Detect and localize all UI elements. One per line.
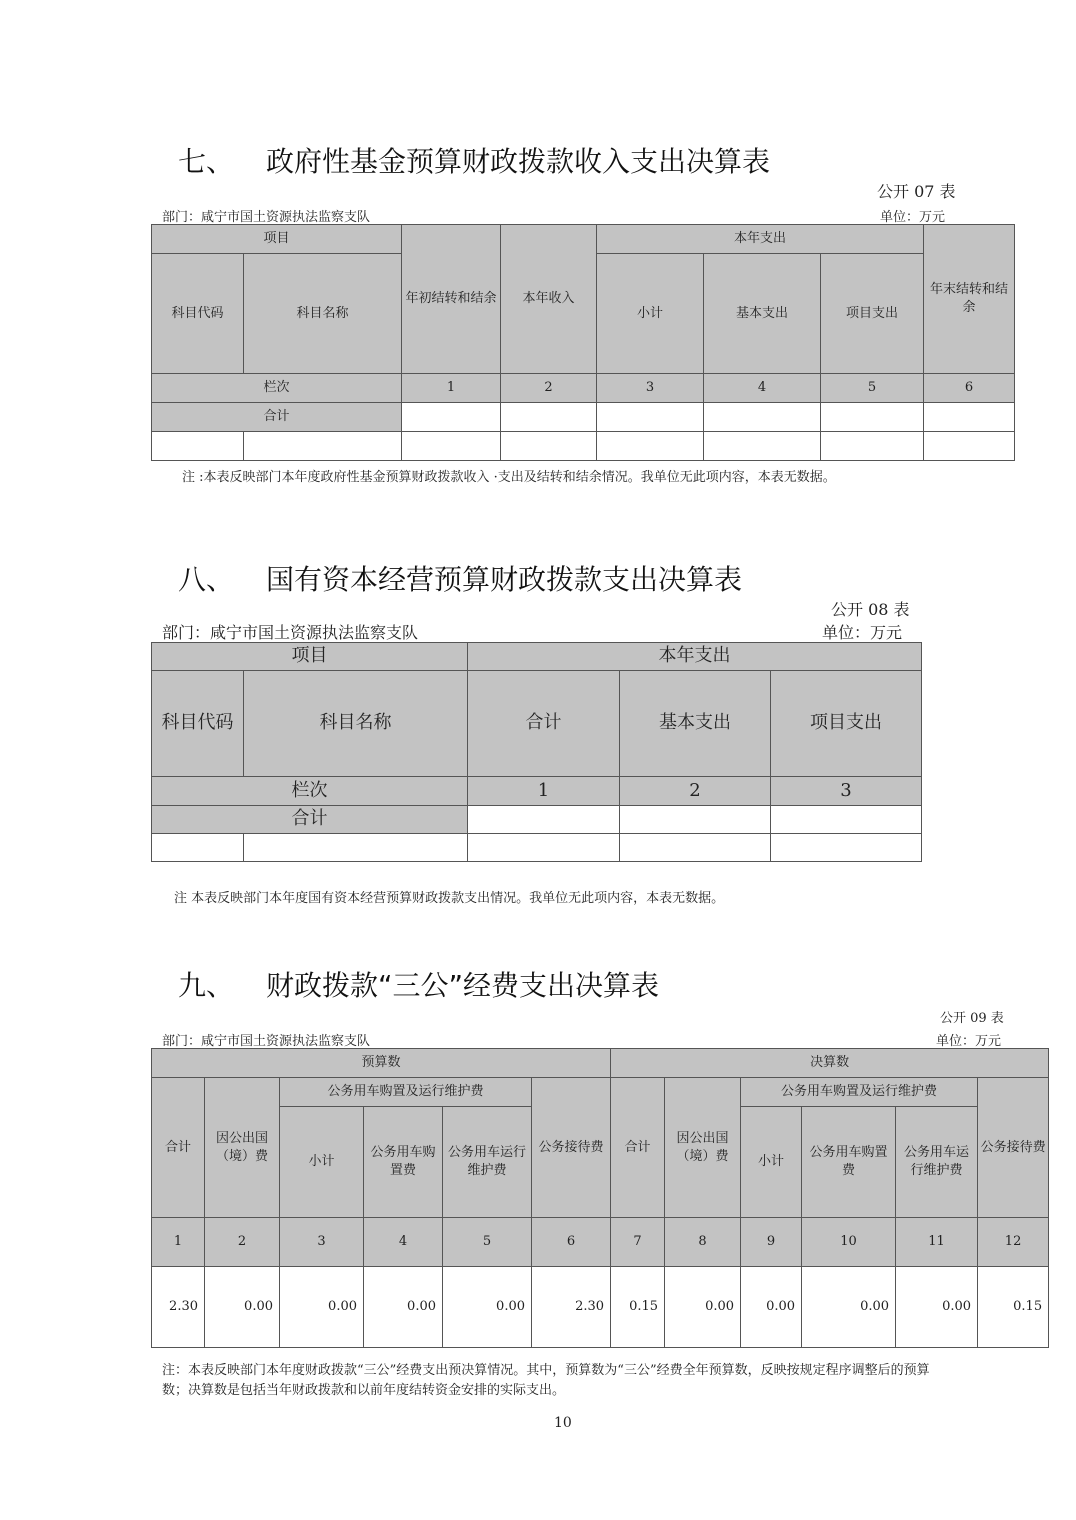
s7-col-label: 栏次 xyxy=(152,374,402,403)
s9-header-vehicle-purchase: 公务用车购置费 xyxy=(364,1107,443,1218)
s7-empty-cell xyxy=(821,432,924,461)
s7-total-cell xyxy=(402,403,501,432)
s8-empty-cell xyxy=(771,834,922,862)
s7-header-item: 项目 xyxy=(152,225,402,254)
s8-header-item: 项目 xyxy=(152,643,468,671)
s9-header-abroad-b: 因公出国（境）费 xyxy=(665,1078,741,1218)
s9-header-vehicle-operation-b: 公务用车运行维护费 xyxy=(896,1107,978,1218)
s9-header-reception-b: 公务接待费 xyxy=(978,1078,1049,1218)
s7-header-end-balance: 年末结转和结余 xyxy=(924,225,1015,374)
s9-col-num: 4 xyxy=(364,1218,443,1267)
s8-empty-cell xyxy=(468,834,620,862)
section9-heading xyxy=(178,964,659,1004)
s9-header-vehicle-operation: 公务用车运行维护费 xyxy=(443,1107,532,1218)
s9-value-cell: 0.00 xyxy=(741,1267,802,1348)
s8-col-num: 3 xyxy=(771,777,922,806)
s9-value-cell: 0.00 xyxy=(280,1267,364,1348)
s7-col-num: 5 xyxy=(821,374,924,403)
s9-col-num: 2 xyxy=(205,1218,280,1267)
s7-col-num: 1 xyxy=(402,374,501,403)
s9-col-num: 6 xyxy=(532,1218,611,1267)
s9-value-cell: 0.15 xyxy=(611,1267,665,1348)
s8-header-project: 项目支出 xyxy=(771,671,922,777)
section8-table xyxy=(151,642,922,862)
s8-total-cell xyxy=(468,806,620,834)
s7-col-num: 2 xyxy=(501,374,597,403)
s9-value-cell: 0.00 xyxy=(802,1267,896,1348)
section8-title: 国有资本经营预算财政拨款支出决算表 xyxy=(266,563,743,596)
section7-unit: 单位：万元 xyxy=(880,210,946,225)
s7-header-expense: 本年支出 xyxy=(597,225,924,254)
s9-col-num: 1 xyxy=(152,1218,205,1267)
section7-dept: 部门：咸宁市国土资源执法监察支队 xyxy=(162,210,371,225)
s9-header-budget: 预算数 xyxy=(152,1049,611,1078)
s9-header-total: 合计 xyxy=(152,1078,205,1218)
section7-title: 政府性基金预算财政拨款收入支出决算表 xyxy=(266,145,771,178)
section7-heading xyxy=(178,140,770,180)
s9-value-cell: 0.15 xyxy=(978,1267,1049,1348)
s9-col-num: 3 xyxy=(280,1218,364,1267)
s7-header-begin-balance: 年初结转和结余 xyxy=(402,225,501,374)
s9-header-subtotal: 小计 xyxy=(280,1107,364,1218)
s7-empty-cell xyxy=(244,432,402,461)
section9-dept: 部门：咸宁市国土资源执法监察支队 xyxy=(162,1034,371,1049)
s9-header-vehicle-purchase-b: 公务用车购置费 xyxy=(802,1107,896,1218)
s7-empty-cell xyxy=(152,432,244,461)
s9-value-cell: 2.30 xyxy=(152,1267,205,1348)
s8-col-label: 栏次 xyxy=(152,777,468,806)
s9-value-cell: 0.00 xyxy=(443,1267,532,1348)
s8-total-cell xyxy=(771,806,922,834)
s7-empty-cell xyxy=(501,432,597,461)
s9-col-num: 9 xyxy=(741,1218,802,1267)
s9-header-total-b: 合计 xyxy=(611,1078,665,1218)
s7-col-num: 6 xyxy=(924,374,1015,403)
s8-header-expense: 本年支出 xyxy=(468,643,922,671)
section9-note-line2: 数；决算数是包括当年财政拨款和以前年度结转资金安排的实际支出。 xyxy=(162,1383,566,1398)
section8-number: 八、 xyxy=(178,563,235,596)
s8-header-total: 合计 xyxy=(468,671,620,777)
s8-header-code: 科目代码 xyxy=(152,671,244,777)
s7-col-num: 3 xyxy=(597,374,704,403)
s7-empty-cell xyxy=(924,432,1015,461)
s9-col-num: 10 xyxy=(802,1218,896,1267)
section9-title: 财政拨款“三公”经费支出决算表 xyxy=(266,969,660,1002)
s7-total-cell xyxy=(924,403,1015,432)
s8-empty-cell xyxy=(244,834,468,862)
s9-value-cell: 0.00 xyxy=(896,1267,978,1348)
section8-unit: 单位：万元 xyxy=(822,623,903,642)
s7-total-cell xyxy=(821,403,924,432)
s8-header-basic: 基本支出 xyxy=(620,671,771,777)
s7-header-income: 本年收入 xyxy=(501,225,597,374)
section7-number: 七、 xyxy=(178,145,235,178)
s8-empty-cell xyxy=(620,834,771,862)
section8-table-no: 公开 08 表 xyxy=(831,600,910,619)
section8-dept: 部门：咸宁市国土资源执法监察支队 xyxy=(162,623,419,642)
s8-header-name: 科目名称 xyxy=(244,671,468,777)
s9-col-num: 8 xyxy=(665,1218,741,1267)
section9-note-line1: 注：本表反映部门本年度财政拨款“三公”经费支出预决算情况。其中，预算数为“三公”经费全年预算数，反映按规定程序调整后的预算 xyxy=(162,1363,930,1378)
section7-note: 注 :本表反映部门本年度政府性基金预算财政拨款收入 ·支出及结转和结余情况。我单位无此项内容，本表无数据。 xyxy=(182,470,836,485)
s9-col-num: 11 xyxy=(896,1218,978,1267)
s7-total-cell xyxy=(704,403,821,432)
s9-header-reception: 公务接待费 xyxy=(532,1078,611,1218)
s7-total-cell xyxy=(501,403,597,432)
section9-number: 九、 xyxy=(178,969,235,1002)
s9-header-vehicle-b: 公务用车购置及运行维护费 xyxy=(741,1078,978,1107)
s7-header-basic: 基本支出 xyxy=(704,254,821,374)
s8-total-label: 合计 xyxy=(152,806,468,834)
section8-note: 注 本表反映部门本年度国有资本经营预算财政拨款支出情况。我单位无此项内容，本表无数据。 xyxy=(174,891,725,906)
section9-table xyxy=(151,1048,1049,1348)
s7-header-subtotal: 小计 xyxy=(597,254,704,374)
s7-empty-cell xyxy=(402,432,501,461)
s7-total-label: 合计 xyxy=(152,403,402,432)
section9-unit: 单位：万元 xyxy=(936,1034,1002,1049)
s9-header-subtotal-b: 小计 xyxy=(741,1107,802,1218)
s7-empty-cell xyxy=(597,432,704,461)
section7-table xyxy=(151,224,1015,461)
s9-value-cell: 0.00 xyxy=(665,1267,741,1348)
s7-header-code: 科目代码 xyxy=(152,254,244,374)
s8-col-num: 2 xyxy=(620,777,771,806)
s9-value-cell: 2.30 xyxy=(532,1267,611,1348)
s9-header-abroad: 因公出国（境）费 xyxy=(205,1078,280,1218)
s7-total-cell xyxy=(597,403,704,432)
s9-col-num: 7 xyxy=(611,1218,665,1267)
s9-col-num: 5 xyxy=(443,1218,532,1267)
s8-total-cell xyxy=(620,806,771,834)
section9-table-no: 公开 09 表 xyxy=(940,1011,1004,1026)
s8-col-num: 1 xyxy=(468,777,620,806)
s9-header-final: 决算数 xyxy=(611,1049,1049,1078)
s9-value-cell: 0.00 xyxy=(364,1267,443,1348)
s9-col-num: 12 xyxy=(978,1218,1049,1267)
s7-empty-cell xyxy=(704,432,821,461)
s7-header-name: 科目名称 xyxy=(244,254,402,374)
s7-col-num: 4 xyxy=(704,374,821,403)
s8-empty-cell xyxy=(152,834,244,862)
section7-table-no: 公开 07 表 xyxy=(877,182,956,201)
section8-heading xyxy=(178,558,742,598)
s7-header-project: 项目支出 xyxy=(821,254,924,374)
s9-value-cell: 0.00 xyxy=(205,1267,280,1348)
page-number: 10 xyxy=(554,1415,572,1431)
s9-header-vehicle: 公务用车购置及运行维护费 xyxy=(280,1078,532,1107)
